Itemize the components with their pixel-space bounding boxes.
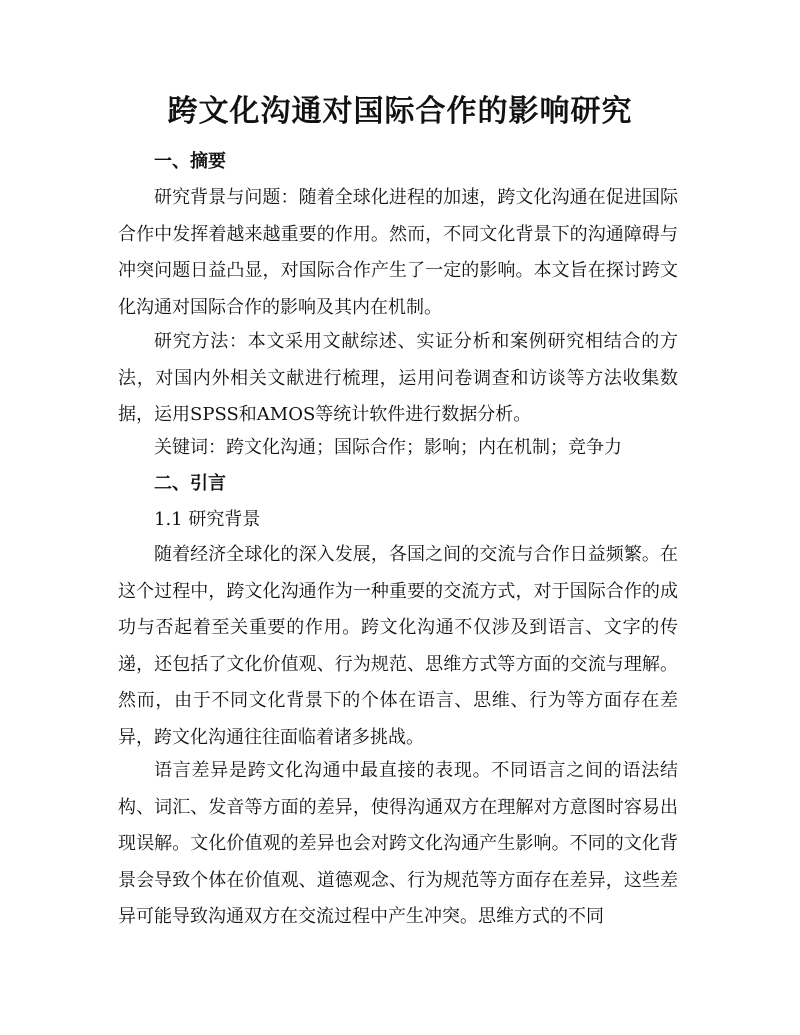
abstract-methods-paragraph: 研究方法：本文采用文献综述、实证分析和案例研究相结合的方法，对国内外相关文献进行梳理，运用问卷调查和访谈等方法收集数据，运用SPSS和AMOS等统计软件进行数据分析。	[118, 331, 678, 425]
section-heading-abstract: 一、摘要	[154, 151, 226, 172]
subsection-heading-background: 1.1 研究背景	[154, 509, 261, 530]
abstract-background-paragraph: 研究背景与问题：随着全球化进程的加速，跨文化沟通在促进国际合作中发挥着越来越重要的作用。然而，不同文化背景下的沟通障碍与冲突问题日益凸显，对国际合作产生了一定的影响。本文旨在探讨跨文化沟通对国际合作的影响及其内在机制。	[118, 187, 678, 318]
introduction-paragraph-2: 语言差异是跨文化沟通中最直接的表现。不同语言之间的语法结构、词汇、发音等方面的差异，使得沟通双方在理解对方意图时容易出现误解。文化价值观的差异也会对跨文化沟通产生影响。不同的文化背景会导致个体在价值观、道德观念、行为规范等方面存在差异，这些差异可能导致沟通双方在交流过程中产生冲突。思维方式的不同	[118, 760, 678, 927]
keywords-line: 关键词：跨文化沟通；国际合作；影响；内在机制；竞争力	[154, 437, 622, 458]
introduction-paragraph-1: 随着经济全球化的深入发展，各国之间的交流与合作日益频繁。在这个过程中，跨文化沟通作为一种重要的交流方式，对于国际合作的成功与否起着至关重要的作用。跨文化沟通不仅涉及到语言、文字的传递，还包括了文化价值观、行为规范、思维方式等方面的交流与理解。然而，由于不同文化背景下的个体在语言、思维、行为等方面存在差异，跨文化沟通往往面临着诸多挑战。	[118, 544, 678, 748]
section-heading-introduction: 二、引言	[154, 473, 226, 494]
document-title: 跨文化沟通对国际合作的影响研究	[167, 94, 633, 129]
